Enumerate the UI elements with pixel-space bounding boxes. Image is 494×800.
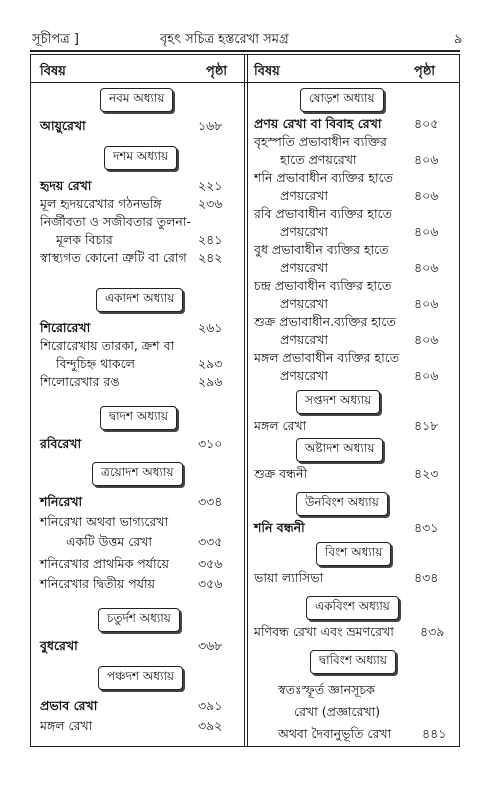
toc-entry: শুক্র প্রভাবাধীন.ব্যক্তির হাতে (254, 314, 396, 329)
toc-entry: আয়ুরেখা (40, 118, 86, 133)
toc-entry-cont: হাতে প্রণয়রেখা (280, 152, 357, 167)
toc-entry-cont: অথবা দৈবানুভূতি রেখা (278, 726, 392, 741)
toc-page-ref: ৪৩৪ (414, 570, 439, 585)
toc-entry: রবিরেখা (40, 436, 82, 451)
header-rule (30, 82, 460, 83)
toc-page-ref: ৪১৮ (414, 418, 439, 433)
toc-page-ref: ২৯৬ (198, 374, 223, 389)
toc-page-ref: ৩৩৪ (198, 494, 223, 509)
col-subject-right: বিষয় (254, 64, 280, 79)
toc-page-ref: ১৬৮ (198, 118, 223, 133)
toc-entry: শনিরেখার প্রাথমিক পর্যায়ে (40, 556, 169, 571)
toc-entry-cont: প্রণয়রেখা (280, 188, 328, 203)
toc-page-ref: ৩৫৬ (198, 556, 223, 571)
toc-entry: মঙ্গল প্রভাবাধীন ব্যক্তির হাতে (254, 350, 400, 365)
toc-entry: শনি প্রভাবাধীন ব্যক্তির হাতে (254, 170, 394, 185)
bottom-rule (30, 746, 460, 747)
chapter-heading: অষ্টাদশ অধ্যায় (296, 438, 383, 462)
toc-entry: নির্জীবতা ও সজীবতার তুলনা- (40, 214, 192, 229)
toc-page-ref: ২৯৩ (198, 356, 223, 371)
chapter-heading: সপ্তদশ অধ্যায় (296, 390, 380, 414)
toc-page-ref: ২৪২ (198, 250, 223, 265)
chapter-heading: পঞ্চদশ অধ্যায় (98, 666, 183, 690)
toc-entry: শিরোরেখায় তারকা, ক্রশ বা (40, 338, 175, 353)
toc-entry: বুধরেখা (40, 638, 78, 653)
toc-page-ref: ৪৩৯ (420, 624, 445, 639)
toc-page-ref: ৩৫৬ (198, 576, 223, 591)
toc-page-ref: ২৬১ (198, 320, 223, 335)
toc-entry: শুক্র বন্ধনী (254, 466, 308, 481)
chapter-heading: ষোড়শ অধ্যায় (300, 88, 384, 112)
col-page-right: পৃষ্ঠা (414, 64, 436, 79)
center-rule-1 (244, 54, 245, 746)
toc-entry: ভায়া ল্যাসিভা (254, 570, 324, 585)
toc-entry: বুধ প্রভাবাধীন ব্যক্তির হাতে (254, 242, 389, 257)
top-rule (30, 50, 460, 52)
center-rule-2 (247, 54, 248, 746)
col-page-left: পৃষ্ঠা (206, 64, 228, 79)
toc-page-ref: ৪৩১ (414, 520, 439, 535)
chapter-heading: দ্বাবিংশ অধ্যায় (310, 650, 396, 674)
toc-entry: স্বতঃস্ফূর্ত জ্ঞানসূচক (278, 682, 375, 697)
toc-entry: চন্দ্র প্রভাবাধীন ব্যক্তির হাতে (254, 278, 392, 293)
col-subject-left: বিষয় (40, 64, 66, 79)
toc-entry: শনি বন্ধনী (254, 520, 305, 535)
toc-page-ref: ২২১ (198, 178, 223, 193)
toc-page-ref: ৪০৬ (414, 224, 439, 239)
toc-entry-cont: প্রণয়রেখা (280, 332, 328, 347)
chapter-heading: দ্বাদশ অধ্যায় (100, 406, 177, 430)
toc-page-ref: ৩৩৫ (198, 534, 223, 549)
toc-entry: মঙ্গল রেখা (254, 418, 307, 433)
toc-page-ref: ২৩৬ (198, 196, 223, 211)
toc-entry-cont: প্রণয়রেখা (280, 224, 328, 239)
toc-entry: শনিরেখা অথবা ভাগ্যরেখা (40, 514, 169, 529)
page-number: ৯ (454, 32, 463, 47)
toc-page-ref: ৪০৫ (414, 116, 439, 131)
chapter-heading: নবম অধ্যায় (100, 88, 173, 112)
header-left: সূচীপত্র ] (32, 32, 79, 47)
toc-entry: শিলোরেখার রঙ (40, 374, 120, 389)
chapter-heading: উনবিংশ অধ্যায় (296, 492, 388, 516)
chapter-heading: দশম অধ্যায় (104, 146, 177, 170)
left-border (30, 54, 31, 746)
toc-entry: বৃহস্পতি প্রভাবাধীন ব্যক্তির (254, 134, 387, 149)
toc-entry: শনিরেখা (40, 494, 83, 509)
toc-page-ref: ৪৪১ (422, 726, 447, 741)
toc-entry-cont: প্রণয়রেখা (280, 368, 328, 383)
chapter-heading: একাদশ অধ্যায় (96, 288, 183, 312)
top-rule-2 (30, 54, 460, 55)
toc-page-ref: ৪০৬ (414, 296, 439, 311)
toc-entry-cont: একটি উত্তম রেখা (66, 534, 152, 549)
toc-page-ref: ৪০৬ (414, 152, 439, 167)
toc-entry-cont: প্রণয়রেখা (280, 296, 328, 311)
toc-page-ref: ৩৯১ (198, 698, 223, 713)
toc-page-ref: ৪০৬ (414, 188, 439, 203)
toc-entry: মূল হৃদয়রেখার গঠনভঙ্গি (40, 196, 162, 211)
toc-entry: মণিবন্ধ রেখা এবং ভ্রমণরেখা (254, 624, 394, 639)
chapter-heading: বিংশ অধ্যায় (316, 542, 391, 566)
chapter-heading: একবিংশ অধ্যায় (306, 596, 399, 620)
toc-entry: স্বাস্থ্যগত কোনো ত্রুটি বা রোগ (40, 250, 187, 265)
toc-entry: শিরোরেখা (40, 320, 91, 335)
toc-page-ref: ৪০৬ (414, 260, 439, 275)
toc-page-ref: ৪০৬ (414, 332, 439, 347)
toc-entry: রবি প্রভাবাধীন ব্যক্তির হাতে (254, 206, 392, 221)
toc-page-ref: ৪০৬ (414, 368, 439, 383)
toc-entry-cont: মূলক বিচার (56, 232, 113, 247)
toc-page-ref: ৩৯২ (198, 718, 223, 733)
toc-entry-cont: রেখা (প্রজ্ঞারেখা) (294, 704, 381, 719)
toc-entry-cont: প্রণয়রেখা (280, 260, 328, 275)
toc-entry: হৃদয় রেখা (40, 178, 92, 193)
book-title: বৃহৎ সচিত্র হস্তরেখা সমগ্র (160, 32, 289, 47)
toc-page-ref: ৪২৩ (414, 466, 439, 481)
toc-entry-cont: বিন্দুচিহ্ন থাকলে (56, 356, 135, 371)
chapter-heading: ত্রয়োদশ অধ্যায় (92, 462, 183, 486)
right-border (459, 54, 460, 746)
chapter-heading: চতুর্দশ অধ্যায় (98, 608, 180, 632)
toc-entry: প্রভাব রেখা (40, 698, 98, 713)
toc-entry: শনিরেখার দ্বিতীয় পর্যায় (40, 576, 155, 591)
toc-page-ref: ২৪১ (198, 232, 223, 247)
toc-page-ref: ৩৬৮ (198, 638, 223, 653)
toc-page-ref: ৩১০ (198, 436, 223, 451)
toc-entry: প্রণয় রেখা বা বিবাহ রেখা (254, 116, 382, 131)
toc-entry: মঙ্গল রেখা (40, 718, 93, 733)
